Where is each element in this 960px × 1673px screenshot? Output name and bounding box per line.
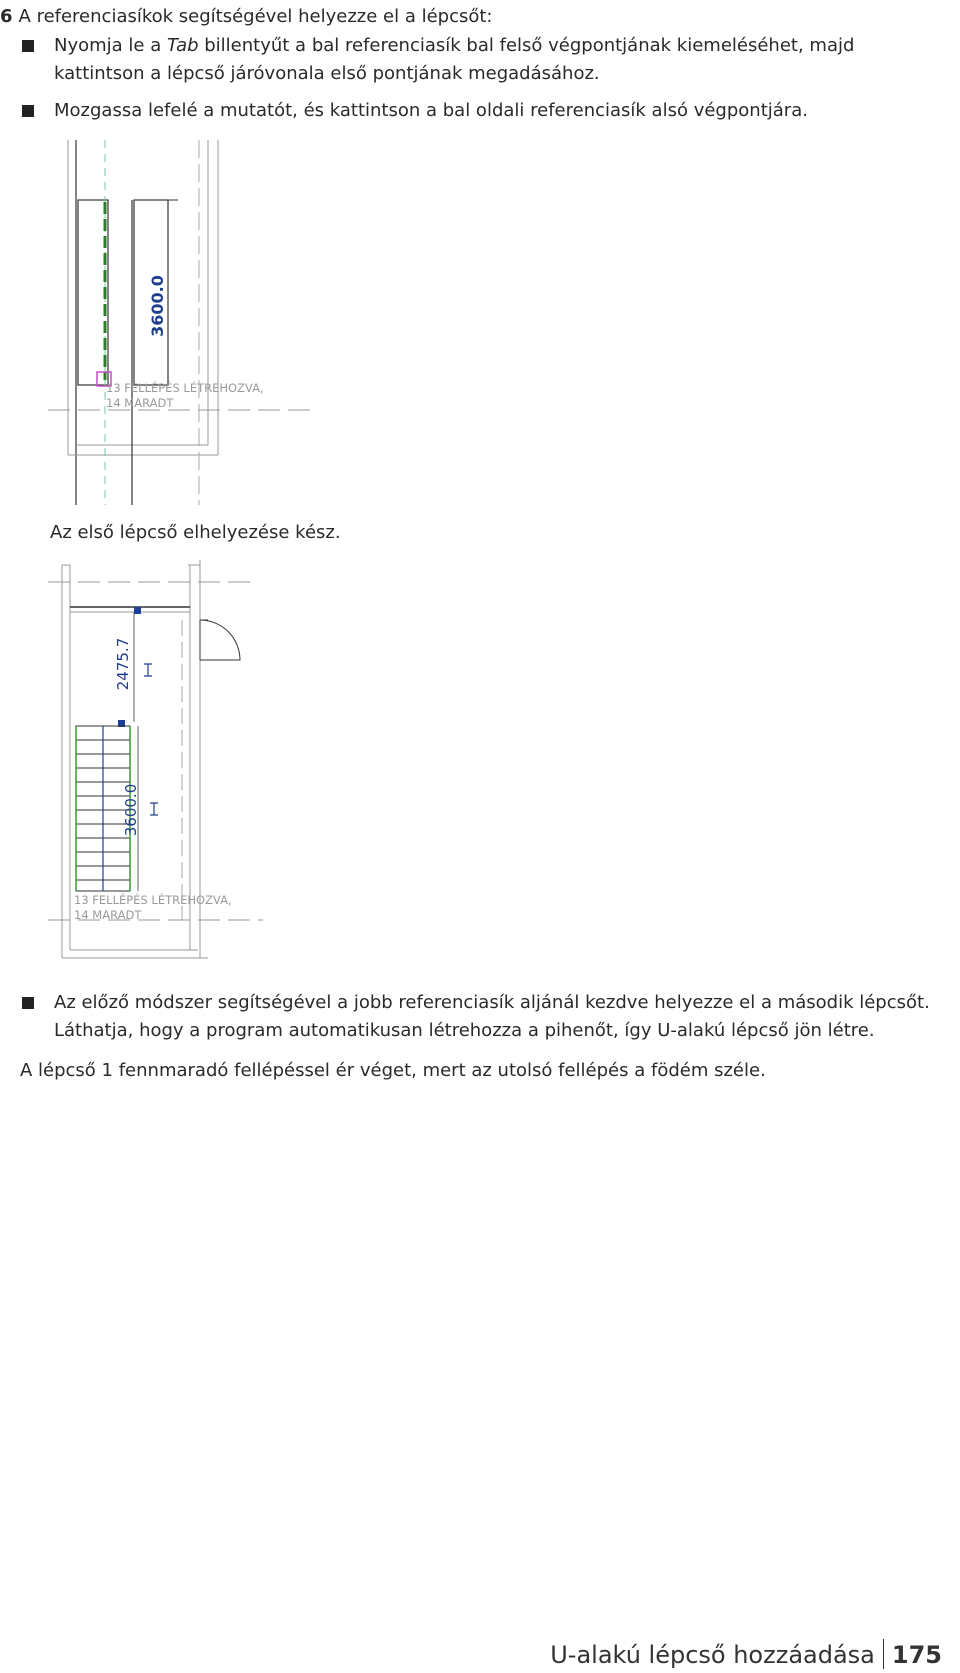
footer-separator [883,1639,884,1669]
section-title: U-alakú lépcső hozzáadása [550,1641,875,1669]
page-number: 175 [891,1641,942,1669]
figure-first-run-complete [48,560,273,960]
bullet-square-icon [22,40,34,52]
tab-key-name: Tab [166,35,199,56]
status-text-line2: 14 MARADT [106,396,174,410]
bullet-text-part: Nyomja le a [54,35,167,56]
status-text-line2: 14 MARADT [74,908,142,922]
dimension-label: 3600.0 [148,275,167,337]
bullet-text: Mozgassa lefelé a mutatót, és kattintson a bal oldali referenciasík alsó végpontjára. [54,100,808,121]
step-heading [0,6,493,28]
bullet-square-icon [22,997,34,1009]
dimension-label-upper: 2475.7 [114,637,132,691]
step-title: A referenciasíkok segítségével helyezze el a lépcsőt: [18,6,493,27]
bullet-text: Az előző módszer segítségével a jobb referenciasík aljánál kezdve helyezze el a második lépcsőt. Láthatja, hogy a program automatikusan létrehozza a pihenőt, így U-alakú lépcső jön létre. [54,992,930,1041]
status-text-line1: 13 FELLÉPÉS LÉTREHOZVA, [74,893,232,907]
dimension-label-lower: 3600.0 [122,783,140,837]
status-text-line1: 13 FELLÉPÉS LÉTREHOZVA, [106,381,264,395]
figure-first-run-placement [48,140,338,505]
step-number: 6 [0,6,13,27]
bullet-square-icon [22,105,34,117]
bullet-text-part: billentyűt a bal referenciasík bal felső végpontjának kiemeléséhet, majd kattintson a lépcső járóvonala első pontjának megadásához. [54,35,855,84]
closing-paragraph: A lépcső 1 fennmaradó fellépéssel ér véget, mert az utolsó fellépés a födém széle. [20,1060,766,1081]
figure-caption: Az első lépcső elhelyezése kész. [50,522,341,543]
bullet-text [54,32,934,88]
page-footer [550,1639,942,1669]
